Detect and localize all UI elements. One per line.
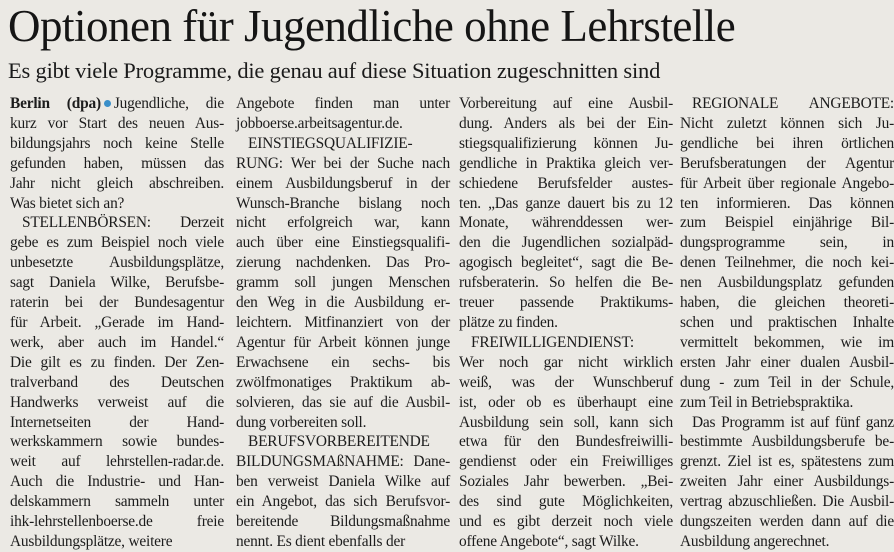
article-line: Angebote finden man unter [236, 95, 450, 112]
article-line: werkskammern sowie bundes- [10, 433, 224, 451]
article-line: Ausbildungsplätze, weitere [10, 532, 173, 550]
article-line: des sind gute Möglichkeiten, [459, 493, 673, 511]
article-column-4 [680, 94, 894, 550]
article-line: vermittelt bekommen, wie im [680, 333, 894, 351]
article-line: jobboerse.arbeitsagentur.de. [236, 114, 403, 132]
article-line: nen Ausbildungsplatz gefunden [680, 274, 894, 292]
article-line: Monate, währenddessen wer- [459, 214, 673, 232]
article-line: raterin bei der Bundesagentur [10, 294, 224, 312]
article-line: bestimmte Ausbildungsberufe be- [680, 433, 894, 451]
article-line: denen Teilnehmer, die noch kei- [680, 254, 894, 272]
article-line: tralverband des Deutschen [10, 373, 224, 391]
article-line: ben verweist Daniela Wilke auf [236, 473, 450, 491]
article-line: den Weg in die Ausbildung er- [236, 294, 450, 312]
article-line: werk, aber auch im Handel.“ [10, 333, 224, 351]
article-line: Soziales Jahr bewerben. „Bei- [459, 473, 673, 491]
article-line: für Arbeit. „Gerade im Hand- [10, 313, 224, 331]
article-line: weiß, was der Wunschberuf [459, 373, 673, 391]
article-line: zierung nachdenken. Das Pro- [236, 254, 450, 272]
article-line: zweiten Jahr einer Ausbildungs- [680, 473, 894, 491]
article-line: agogisch begleitet“, sagt die Be- [459, 254, 673, 272]
article-line: dungsprogramme sein, in [680, 234, 894, 252]
article-line: Ausbildung angerechnet. [680, 532, 830, 550]
article-line: gebe es zum Beispiel noch viele [10, 234, 224, 252]
article-line: ten. „Das ganze dauert bis zu 12 [459, 194, 673, 212]
article-line: etwa für den Bundesfreiwilli- [459, 433, 673, 451]
article-line: treuer passende Praktikums- [459, 294, 673, 312]
article-line: gramm soll jungen Menschen [236, 274, 450, 292]
article-line: ihk-lehrstellenboerse.de freie [10, 513, 224, 531]
article-line: Jahr nicht gleich abschreiben. [10, 174, 224, 192]
article-line: rufsberaterin. So helfen die Be- [459, 274, 673, 292]
article-column-3 [459, 94, 673, 550]
article-line: für Arbeit über regionale Angebo- [680, 174, 894, 192]
article-line: ein Angebot, das sich Berufsvor- [236, 493, 450, 511]
article-line: dung - zum Teil in der Schule, [680, 373, 894, 391]
article-line: grenzt. Ziel ist es, spätestens zum [680, 453, 894, 471]
article-line: ersten Jahr einer dualen Ausbil- [680, 353, 894, 371]
article-line: einem Ausbildungsberuf in der [236, 174, 450, 192]
article-line: BILDUNGSMAßNAHME: Dane- [236, 453, 450, 471]
article-line: zum Beispiel einjährige Bil- [680, 214, 894, 232]
article-line: offene Angebote“, sagt Wilke. [459, 532, 639, 550]
article-line: Erwachsene ein sechs- bis [236, 353, 450, 371]
article-line: haben, die gleichen theoreti- [680, 294, 894, 312]
article-column-2 [236, 94, 450, 550]
article-line: Vorbereitung auf eine Ausbil- [459, 95, 673, 112]
article-line: Handwerks verweist auf die [10, 393, 224, 411]
article-line: gendliche in Praktika gleich ver- [459, 154, 673, 172]
article-line: ist, oder ob es überhaupt eine [459, 393, 673, 411]
article-line: delskammern sammeln unter [10, 493, 224, 511]
article-line: Internetseiten der Hand- [10, 413, 224, 431]
article-line: vertrag abzuschließen. Die Ausbil- [680, 493, 894, 511]
article-line: gendienst oder ein Freiwilliges [459, 453, 673, 471]
article-line: Wunsch-Branche bislang noch [236, 194, 450, 212]
article-line: bildungsjahrs noch keine Stelle [10, 134, 224, 152]
article-line: REGIONALE ANGEBOTE: [692, 95, 894, 112]
article-line: zwölfmonatiges Praktikum ab- [236, 373, 450, 391]
article-line: Agentur für Arbeit können junge [236, 333, 450, 351]
article-line: STELLENBÖRSEN: Derzeit [22, 214, 224, 232]
article-line: schiedene Berufsfelder austes- [459, 174, 673, 192]
article-line: kurz vor Start des neuen Aus- [10, 114, 224, 132]
article-line: solvieren, das sie auf die Ausbil- [236, 393, 450, 411]
article-column-1 [10, 94, 224, 550]
article-line: Die gilt es zu finden. Der Zen- [10, 353, 224, 371]
article-line: FREIWILLIGENDIENST: [471, 333, 634, 351]
article-line: Auch die Industrie- und Han- [10, 473, 224, 491]
article-line: Das Programm ist auf fünf ganz [692, 413, 894, 431]
article-line: unbesetzte Ausbildungsplätze, [10, 254, 224, 272]
article-line: bereitende Bildungsmaßnahme [236, 513, 450, 531]
article-line: nicht erfolgreich war, kann [236, 214, 450, 232]
article-line: sagt Daniela Wilke, Berufsbe- [10, 274, 224, 292]
dateline: Berlin (dpa) [10, 95, 101, 112]
article-line: RUNG: Wer bei der Suche nach [236, 154, 450, 172]
headline: Optionen für Jugendliche ohne Lehrstelle [8, 1, 736, 51]
article-line: und es gibt derzeit noch viele [459, 513, 673, 531]
article-line: leichtern. Mitfinanziert von der [236, 313, 450, 331]
article-line: stiegsqualifizierung können Ju- [459, 134, 673, 152]
article-line: EINSTIEGSQUALIFIZIE- [248, 134, 413, 152]
article-line: Wer noch gar nicht wirklich [459, 353, 673, 371]
article-line: nennt. Es dient ebenfalls der [236, 532, 405, 550]
article-line: zum Teil in Betriebspraktika. [680, 393, 854, 411]
article-line: Was bietet sich an? [10, 194, 125, 212]
subheadline: Es gibt viele Programme, die genau auf diese Situation zugeschnitten sind [8, 58, 661, 83]
article-line: dung vorbereiten soll. [236, 413, 367, 431]
article-line: plätze zu finden. [459, 313, 558, 331]
article-line: Nicht zuletzt können sich Ju- [680, 114, 894, 132]
article-line: den die Jugendlichen sozialpäd- [459, 234, 673, 252]
article-line: Berufsberatungen der Agentur [680, 154, 894, 172]
article-line: schen und praktischen Inhalte [680, 313, 894, 331]
article-line: Ausbildung sein soll, kann sich [459, 413, 673, 431]
article-line: dungszeiten werden dann auf die [680, 513, 894, 531]
article-line: ten informieren. Das können [680, 194, 894, 212]
article-line: gendliche bei ihren örtlichen [680, 134, 894, 152]
article-line: BERUFSVORBEREITENDE [248, 433, 430, 451]
article-line: auch über eine Einstiegsqualifi- [236, 234, 450, 252]
article-line: weit auf lehrstellen-radar.de. [10, 453, 224, 471]
article-line-text: Jugendliche, die [113, 95, 224, 112]
article-line: gefunden haben, müssen das [10, 154, 224, 172]
article-line: dung. Anders als bei der Ein- [459, 114, 673, 132]
bullet-dot-icon [104, 100, 111, 107]
article-line [10, 94, 224, 114]
